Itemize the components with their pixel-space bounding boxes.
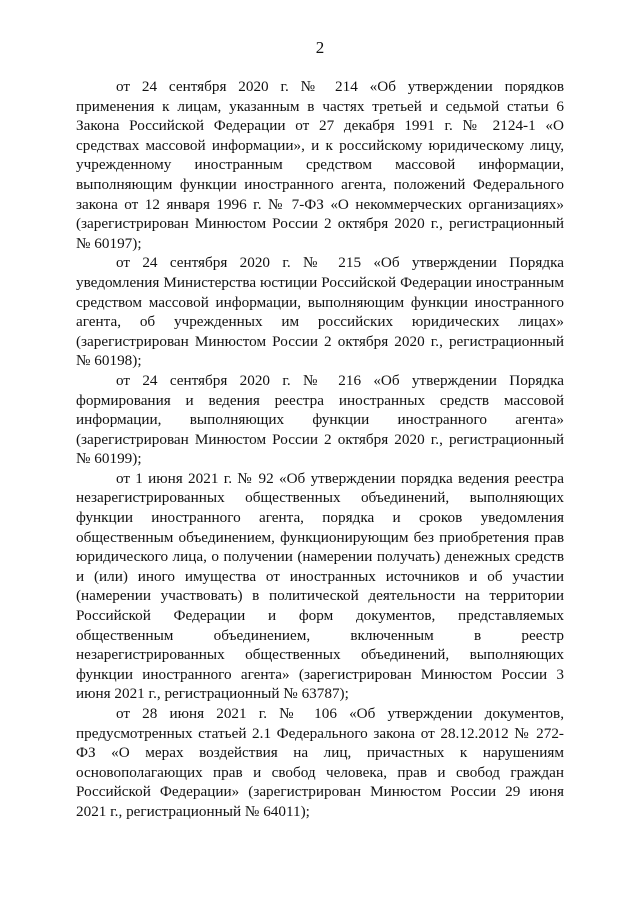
paragraph-order-92: от 1 июня 2021 г. № 92 «Об утверждении порядка ведения реестра незарегистрированных общественных объединений, выполняющих функции иностранного агента, порядка и сроков уведомления общественным объединением, функционирующим без приобретения прав юридического лица, о получении (намерении получать) денежных средств и (или) иного имущества от иностранных источников и об участии (намерении участвовать) в политической деятельности на территории Российской Федерации и форм документов, представляемых общественным объединением, включенным в реестр незарегистрированных общественных объединений, выполняющих функции иностранного агента» (зарегистрирован Минюстом России 3 июня 2021 г., регистрационный № 63787); (76, 469, 564, 703)
paragraph-order-214: от 24 сентября 2020 г. № 214 «Об утверждении порядков применения к лицам, указанным в частях третьей и седьмой статьи 6 Закона Российской Федерации от 27 декабря 1991 г. № 2124-1 «О средствах массовой информации», и к российскому юридическому лицу, учрежденному иностранным средством массовой информации, выполняющим функции иностранного агента, положений Федерального закона от 12 января 1996 г. № 7-ФЗ «О некоммерческих организациях» (зарегистрирован Минюстом России 2 октября 2020 г., регистрационный № 60197); (76, 78, 564, 252)
paragraph-order-106: от 28 июня 2021 г. № 106 «Об утверждении документов, предусмотренных статьей 2.1 Федерального закона от 28.12.2012 № 272-ФЗ «О мерах воздействия на лиц, причастных к нарушениям основополагающих прав и свобод человека, прав и свобод граждан Российской Федерации» (зарегистрирован Минюстом России 29 июня 2021 г., регистрационный № 64011); (76, 705, 564, 820)
paragraph-order-215: от 24 сентября 2020 г. № 215 «Об утверждении Порядка уведомления Министерства юстиции Российской Федерации иностранным средством массовой информации, выполняющим функции иностранного агента, об учрежденных им российских юридических лицах» (зарегистрирован Минюстом России 2 октября 2020 г., регистрационный № 60198); (76, 254, 564, 370)
page-number: 2 (315, 38, 325, 57)
document-body (76, 77, 564, 822)
paragraph-order-216: от 24 сентября 2020 г. № 216 «Об утверждении Порядка формирования и ведения реестра иностранных средств массовой информации, выполняющих функции иностранного агента» (зарегистрирован Минюстом России 2 октября 2020 г., регистрационный № 60199); (76, 371, 564, 468)
